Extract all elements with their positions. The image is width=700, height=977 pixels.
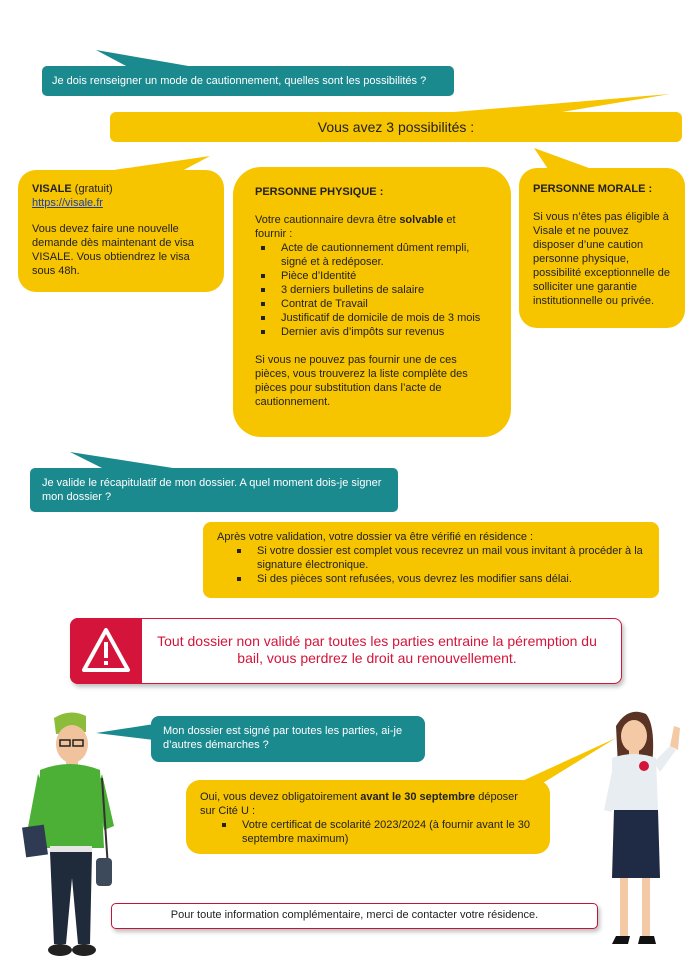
advisor-illustration (594, 706, 690, 956)
physique-intro-before: Votre cautionnaire devra être (255, 214, 400, 226)
question-2-text: Je valide le récapitulatif de mon dossier. A quel moment dois-je signer mon dossier ? (42, 477, 382, 503)
morale-body: Si vous n’êtes pas éligible à Visale et ne pouvez disposer d’une caution personne physique, possibilité exceptionnelle de solliciter une garantie institutionnelle ou privée. (533, 211, 670, 307)
question-bubble-2 (30, 468, 398, 512)
physique-list (255, 241, 489, 339)
question-bubble-3 (151, 716, 425, 762)
physique-intro-after: et fournir : (255, 214, 456, 240)
warning-box (70, 618, 622, 684)
morale-title: PERSONNE MORALE : (533, 183, 653, 195)
q3-tail (96, 724, 154, 740)
visale-body: Vous devez faire une nouvelle demande dès maintenant de visa VISALE. Vous obtiendrez le visa sous 48h. (32, 223, 195, 277)
question-3-text: Mon dossier est signé par toutes les parties, ai-je d’autres démarches ? (163, 725, 403, 751)
headline-banner (110, 112, 682, 142)
physique-footer: Si vous ne pouvez pas fournir une de ces pièces, vous trouverez la liste complète des pièces pour substitution dans l’acte de cautionnement. (255, 354, 468, 408)
footer-note (111, 903, 598, 929)
answer-bubble-2 (203, 522, 659, 598)
warning-icon-block (70, 618, 142, 684)
headline-text: Vous avez 3 possibilités : (317, 119, 475, 135)
answer-3-intro-before: Oui, vous devez obligatoirement (200, 791, 361, 803)
visale-bubble (18, 170, 224, 292)
physique-title: PERSONNE PHYSIQUE : (255, 186, 384, 198)
list-item: Dernier avis d’impôts sur revenus (281, 325, 489, 339)
list-item: 3 derniers bulletins de salaire (281, 283, 489, 297)
warning-icon (70, 618, 142, 684)
answer-2-intro: Après votre validation, votre dossier va être vérifié en résidence : (217, 531, 534, 543)
question-bubble-1 (42, 66, 454, 96)
answer-3-intro-after: déposer sur Cité U : (200, 791, 518, 817)
list-item: Votre certificat de scolarité 2023/2024 (à fournir avant le 30 septembre maximum) (242, 818, 536, 846)
answer-3-intro (200, 790, 536, 818)
morale-bubble (519, 168, 685, 328)
answer-2-list (217, 544, 645, 586)
visale-title: VISALE (32, 183, 72, 195)
list-item: Si des pièces sont refusées, vous devrez les modifier sans délai. (257, 572, 645, 586)
question-1-text: Je dois renseigner un mode de cautionnement, quelles sont les possibilités ? (52, 75, 427, 87)
list-item: Contrat de Travail (281, 297, 489, 311)
list-item: Si votre dossier est complet vous recevrez un mail vous invitant à procéder à la signature électronique. (257, 544, 645, 572)
footer-note-text: Pour toute information complémentaire, merci de contacter votre résidence. (170, 909, 539, 921)
answer-bubble-3 (186, 780, 550, 854)
physique-intro (255, 213, 489, 241)
list-item: Acte de cautionnement dûment rempli, signé et à redéposer. (281, 241, 489, 269)
answer-3-intro-bold: avant le 30 septembre (360, 791, 476, 803)
answer-3-list (200, 818, 536, 846)
list-item: Pièce d’Identité (281, 269, 489, 283)
visale-title-suffix: (gratuit) (71, 183, 113, 195)
visale-link[interactable]: https://visale.fr (32, 197, 103, 209)
warning-text: Tout dossier non validé par toutes les parties entraine la péremption du bail, vous perdrez le droit au renouvellement. (157, 633, 597, 666)
physique-intro-bold: solvable (399, 214, 444, 226)
list-item: Justificatif de domicile de mois de 3 mois (281, 311, 489, 325)
physique-bubble (233, 167, 511, 437)
student-illustration (20, 708, 120, 960)
